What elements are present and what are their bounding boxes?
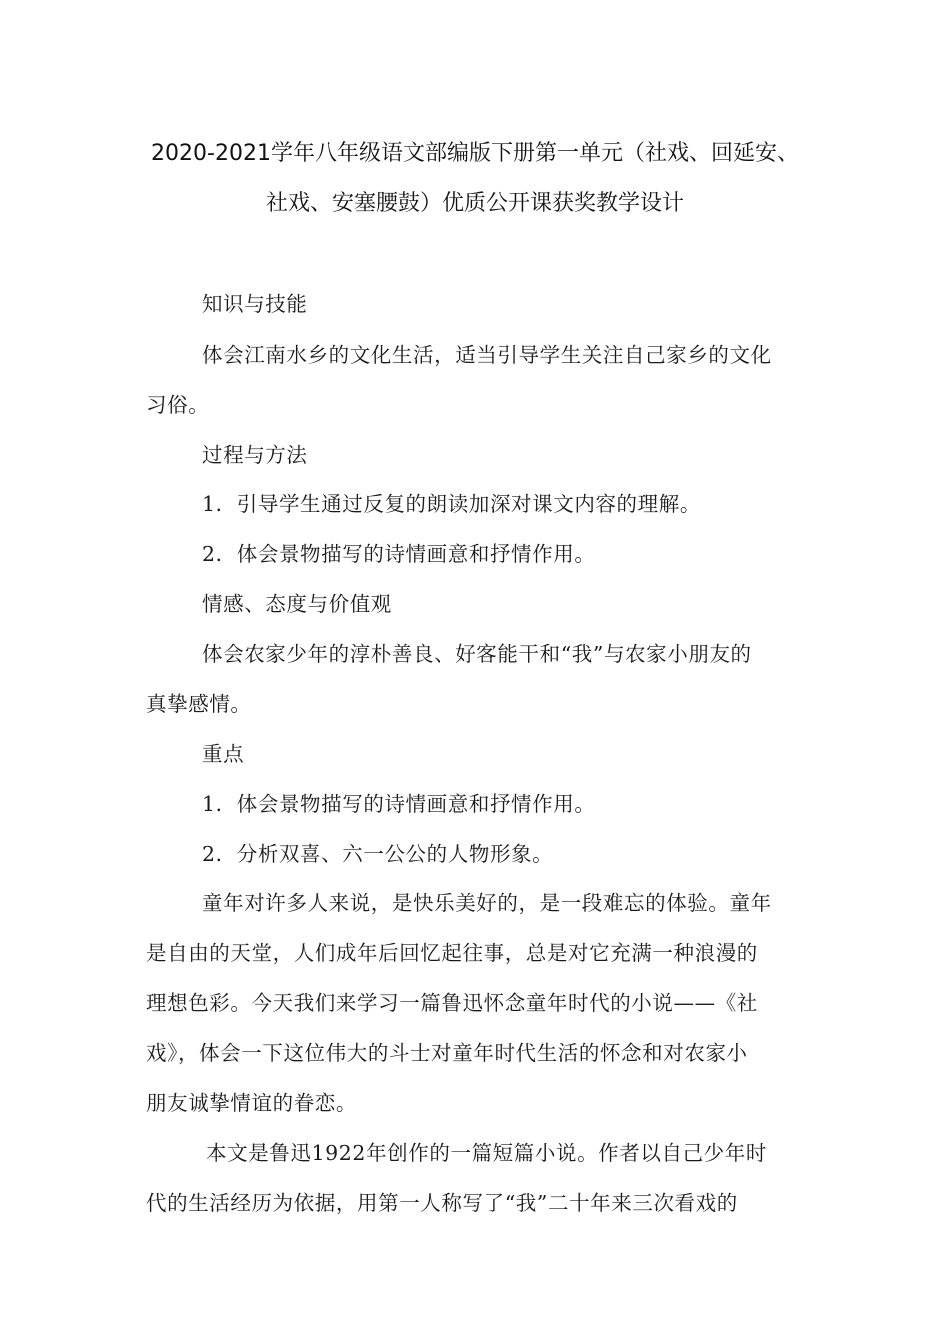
paragraph-line: 代的生活经历为依据，用第一人称写了“我”二十年来三次看戏的 bbox=[146, 1191, 738, 1215]
list-item: 2．体会景物描写的诗情画意和抒情作用。 bbox=[202, 542, 596, 566]
heading-key-points: 重点 bbox=[202, 742, 245, 766]
document-title-line-2: 社戏、安塞腰鼓）优质公开课获奖教学设计 bbox=[265, 191, 684, 216]
paragraph-line: 真挚感情。 bbox=[146, 692, 252, 716]
heading-knowledge-skills: 知识与技能 bbox=[202, 292, 308, 316]
paragraph-line: 朋友诚挚情谊的眷恋。 bbox=[146, 1091, 357, 1115]
list-item: 2．分析双喜、六一公公的人物形象。 bbox=[202, 842, 554, 866]
heading-emotion-values: 情感、态度与价值观 bbox=[202, 592, 392, 616]
heading-process-method: 过程与方法 bbox=[202, 443, 308, 467]
paragraph-line: 体会农家少年的淳朴善良、好客能干和“我”与农家小朋友的 bbox=[202, 642, 752, 666]
paragraph-line: 理想色彩。今天我们来学习一篇鲁迅怀念童年时代的小说——《社 bbox=[146, 991, 758, 1015]
paragraph-line: 本文是鲁迅1922年创作的一篇短篇小说。作者以自己少年时 bbox=[206, 1141, 767, 1165]
list-item: 1．引导学生通过反复的朗读加深对课文内容的理解。 bbox=[202, 492, 701, 516]
paragraph-line: 是自由的天堂，人们成年后回忆起往事，总是对它充满一种浪漫的 bbox=[146, 941, 758, 965]
paragraph-line: 戏》，体会一下这位伟大的斗士对童年时代生活的怀念和对农家小 bbox=[146, 1041, 748, 1065]
paragraph-line: 体会江南水乡的文化生活，适当引导学生关注自己家乡的文化 bbox=[202, 343, 772, 367]
paragraph-line: 童年对许多人来说，是快乐美好的，是一段难忘的体验。童年 bbox=[202, 891, 772, 915]
document-title-line-1: 2020-2021学年八年级语文部编版下册第一单元（社戏、回延安、 bbox=[151, 141, 799, 166]
list-item: 1．体会景物描写的诗情画意和抒情作用。 bbox=[202, 792, 596, 816]
paragraph-line: 习俗。 bbox=[146, 393, 210, 417]
